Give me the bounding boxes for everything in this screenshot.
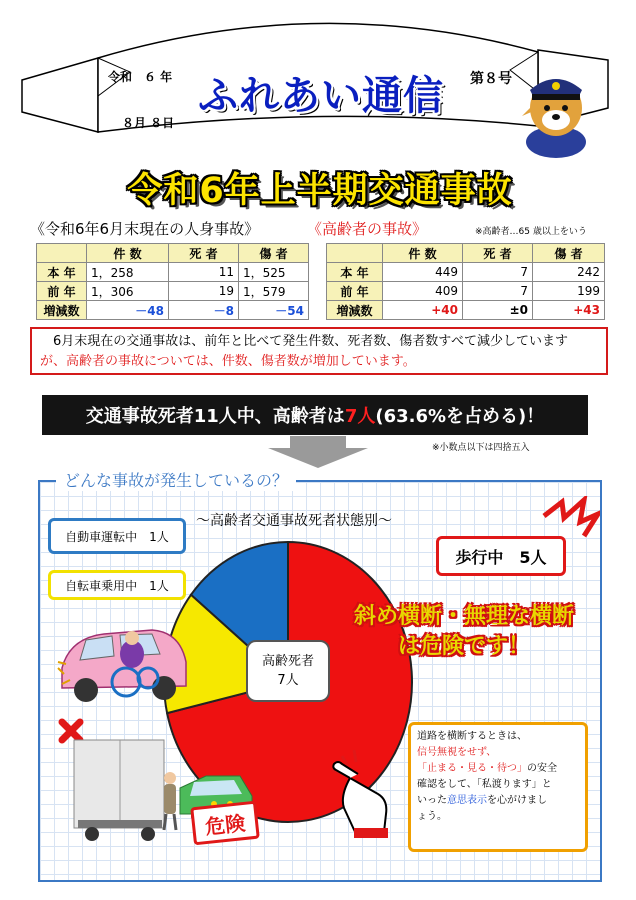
table-row [37, 263, 309, 282]
callout-highlight: 7人 [344, 406, 376, 427]
cell-cases: 449 [383, 263, 463, 282]
cell-cases: 1，306 [87, 282, 169, 301]
newsletter-title: ふれあい通信 [198, 72, 444, 119]
police-mascot-icon [512, 62, 598, 158]
col-header-injuries: 傷 者 [533, 244, 605, 263]
callout-text-before: 交通事故死者11人中、高齢者は [85, 406, 345, 427]
row-label: 前 年 [327, 282, 383, 301]
cell-deaths-change: ±0 [463, 301, 533, 320]
col-header-deaths: 死 者 [463, 244, 533, 263]
row-label: 増減数 [37, 301, 87, 320]
down-arrow-icon [268, 436, 368, 468]
elderly-accidents-heading: 《高齢者の事故》 [307, 220, 428, 238]
alert-burst-icon [540, 496, 600, 556]
cell-injuries-change: +43 [533, 301, 605, 320]
cell-cases-change: +40 [383, 301, 463, 320]
advice-line-2: 信号無視をせず、 [417, 747, 497, 758]
col-header-cases: 件 数 [87, 244, 169, 263]
summary-line-2: が、高齢者の事故については、件数、傷者数が増加しています。 [40, 354, 416, 369]
col-header-injuries: 傷 者 [239, 244, 309, 263]
advice-line-3-rest: の安全 [527, 763, 557, 774]
table-corner [37, 244, 87, 263]
advice-line-5 [417, 793, 579, 809]
bicycle-car-collision-illustration [56, 616, 190, 706]
advice-line-5c: を心がけまし [487, 795, 547, 806]
row-label: 増減数 [327, 301, 383, 320]
advice-intent: 意思表示 [447, 795, 487, 806]
slice-label-car: 自動車運転中 1人 [48, 518, 186, 554]
elderly-accidents-table [326, 243, 605, 320]
jaywalking-warning [334, 602, 594, 662]
main-headline: 令和6年上半期交通事故 [127, 171, 513, 211]
advice-line-5a: いった [417, 795, 447, 806]
slice-label-bicycle: 自転車乗用中 1人 [48, 570, 186, 600]
cell-injuries-change: －54 [239, 301, 309, 320]
cell-cases-change: －48 [87, 301, 169, 320]
era-label: 令和 ６ 年 [108, 70, 173, 84]
summary-line-1: 6月末現在の交通事故は、前年と比べて発生件数、死者数、傷者数すべて減少しています [40, 334, 569, 349]
row-label: 前 年 [37, 282, 87, 301]
center-label-line-2: 7人 [277, 673, 299, 688]
danger-sign: 危険 [190, 801, 260, 846]
warning-line-2: は危険です！ [397, 634, 530, 659]
elderly-definition-note: ※高齢者…65 歳以上をいう [475, 227, 587, 237]
cell-injuries: 1，579 [239, 282, 309, 301]
table-row [327, 282, 605, 301]
table-row [327, 301, 605, 320]
row-label: 本 年 [327, 263, 383, 282]
pointing-hand-icon [328, 748, 406, 840]
summary-box [30, 327, 608, 375]
cell-cases: 409 [383, 282, 463, 301]
pie-center-label [246, 640, 330, 702]
all-accidents-table [36, 243, 309, 320]
rounding-note: ※小数点以下は四捨五入 [432, 443, 530, 453]
cell-injuries: 199 [533, 282, 605, 301]
cell-deaths-change: －8 [169, 301, 239, 320]
cell-deaths: 19 [169, 282, 239, 301]
col-header-cases: 件 数 [383, 244, 463, 263]
col-header-deaths: 死 者 [169, 244, 239, 263]
table-corner [327, 244, 383, 263]
cell-deaths: 11 [169, 263, 239, 282]
cell-injuries: 242 [533, 263, 605, 282]
advice-line-1: 道路を横断するときは、 [417, 731, 527, 742]
issue-number: 第８号 [470, 71, 512, 87]
row-label: 本 年 [37, 263, 87, 282]
table-row [327, 263, 605, 282]
callout-text-after: (63.6%を占める)！ [375, 406, 545, 427]
warning-line-1: 斜め横断・無理な横断 [353, 604, 574, 629]
table-row [37, 301, 309, 320]
crossing-advice-box [408, 722, 588, 852]
advice-line-3 [417, 761, 579, 777]
issue-date: ８月 ８日 [122, 116, 175, 130]
center-label-line-1: 高齢死者 [261, 654, 314, 669]
fatality-callout [42, 395, 588, 435]
panel-heading: どんな事故が発生しているの？ [56, 468, 296, 491]
cell-injuries: 1，525 [239, 263, 309, 282]
advice-line-6: ょう。 [417, 811, 447, 822]
chart-title: ～高齢者交通事故死者状態別～ [196, 513, 392, 529]
slice-label-pedestrian: 歩行中 5人 [436, 536, 566, 576]
cell-deaths: 7 [463, 282, 533, 301]
cell-deaths: 7 [463, 263, 533, 282]
advice-stop-look-wait: 「止まる・見る・待つ」 [417, 763, 527, 774]
all-accidents-heading: 《令和6年6月末現在の人身事故》 [30, 220, 260, 238]
table-row [37, 282, 309, 301]
cell-cases: 1，258 [87, 263, 169, 282]
advice-line-4: 確認をして、「私渡ります」と [417, 779, 552, 790]
